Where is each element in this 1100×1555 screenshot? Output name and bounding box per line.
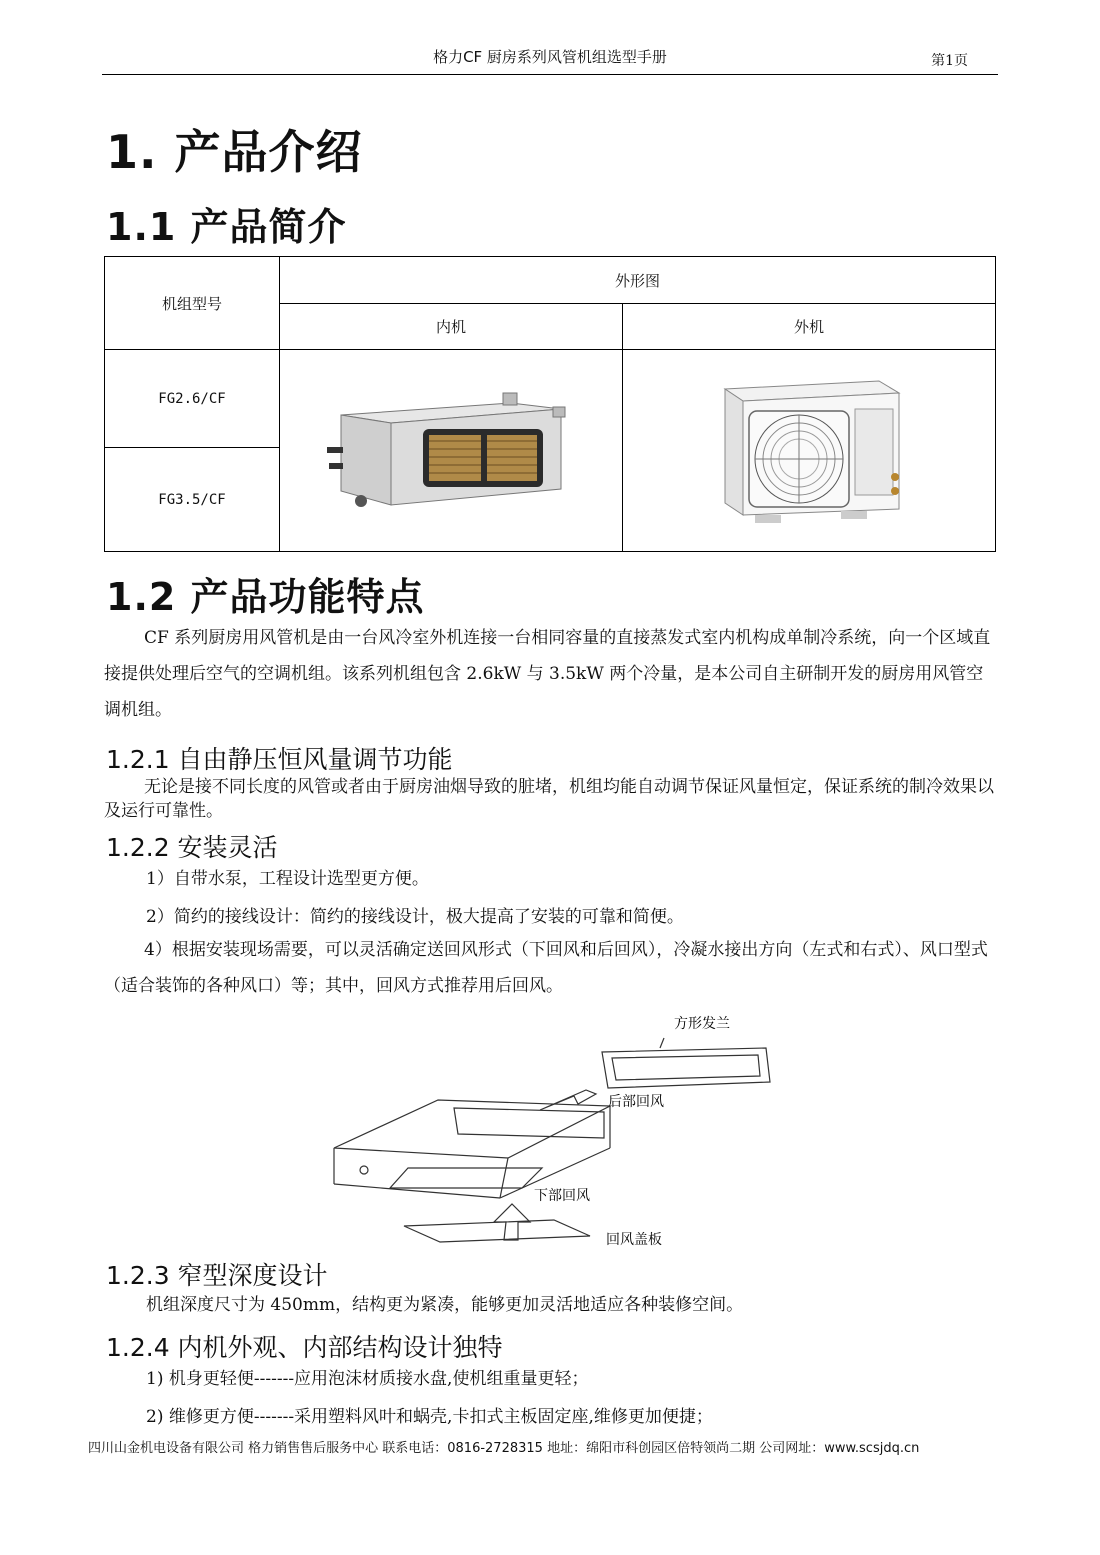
list-item: 2) 维修更方便-------采用塑料风叶和蜗壳,卡扣式主板固定座,维修更加便捷； [146,1407,713,1427]
header-divider [102,74,998,75]
section-1-heading: 1. 产品介绍 [106,125,363,179]
section-1-2-4-heading: 1.2.4 内机外观、内部结构设计独特 [106,1333,503,1362]
list-item: 1）自带水泵，工程设计选型更方便。 [146,869,429,889]
page-number: 第1页 [931,53,968,69]
section-1-1-heading: 1.1 产品简介 [106,205,347,249]
model-column-header: 机组型号 [105,257,280,350]
footer-contact: 四川山金机电设备有限公司 格力销售售后服务中心 联系电话：0816-2728315 地址：绵阳市科创园区倍特领尚二期 公司网址：www.scsjdq.cn [88,1441,920,1456]
section-1-2-heading: 1.2 产品功能特点 [106,575,425,619]
bottom-return-label: 下部回风 [534,1188,590,1204]
section-1-2-3-text: 机组深度尺寸为 450mm，结构更为紧凑，能够更加灵活地适应各种装修空间。 [146,1295,744,1315]
list-item: 1) 机身更轻便-------应用泡沫材质接水盘,使机组重量更轻； [146,1369,589,1389]
cover-label: 回风盖板 [606,1232,662,1248]
rear-return-label: 后部回风 [608,1094,664,1110]
flange-label: 方形发兰 [674,1016,730,1032]
section-1-2-intro: CF 系列厨房用风管机是由一台风冷室外机连接一台相同容量的直接蒸发式室内机构成单制冷系统，向一个区域直接提供处理后空气的空调机组。该系列机组包含 2.6kW 与 3.5kW 两个冷量，是本公司自主研制开发的厨房用风管空调机组。 [104,628,991,720]
model-cell: FG3.5/CF [105,448,280,552]
indoor-column-header: 内机 [280,304,623,350]
outdoor-column-header: 外机 [623,304,996,350]
section-1-2-1-text: 无论是接不同长度的风管或者由于厨房油烟导致的脏堵，机组均能自动调节保证风量恒定，保证系统的制冷效果以及运行可靠性。 [104,777,994,821]
outdoor-unit-image-cell [623,350,996,552]
indoor-unit-image [321,379,581,519]
list-item: 2）简约的接线设计：简约的接线设计，极大提高了安装的可靠和简便。 [146,907,684,927]
indoor-unit-image-cell [280,350,623,552]
model-table [104,256,996,552]
section-1-2-2-heading: 1.2.2 安装灵活 [106,833,278,862]
section-1-2-3-heading: 1.2.3 窄型深度设计 [106,1261,328,1290]
model-cell: FG2.6/CF [105,350,280,448]
outdoor-unit-image [709,369,909,529]
return-air-diagram [320,1008,780,1256]
section-1-2-1-heading: 1.2.1 自由静压恒风量调节功能 [106,745,453,774]
list-item: 4）根据安装现场需要，可以灵活确定送回风形式（下回风和后回风），冷凝水接出方向（左式和右式）、风口型式（适合装饰的各种风口）等；其中，回风方式推荐用后回风。 [104,940,988,996]
appearance-column-header: 外形图 [280,257,996,304]
header-title: 格力CF 厨房系列风管机组选型手册 [433,48,667,66]
